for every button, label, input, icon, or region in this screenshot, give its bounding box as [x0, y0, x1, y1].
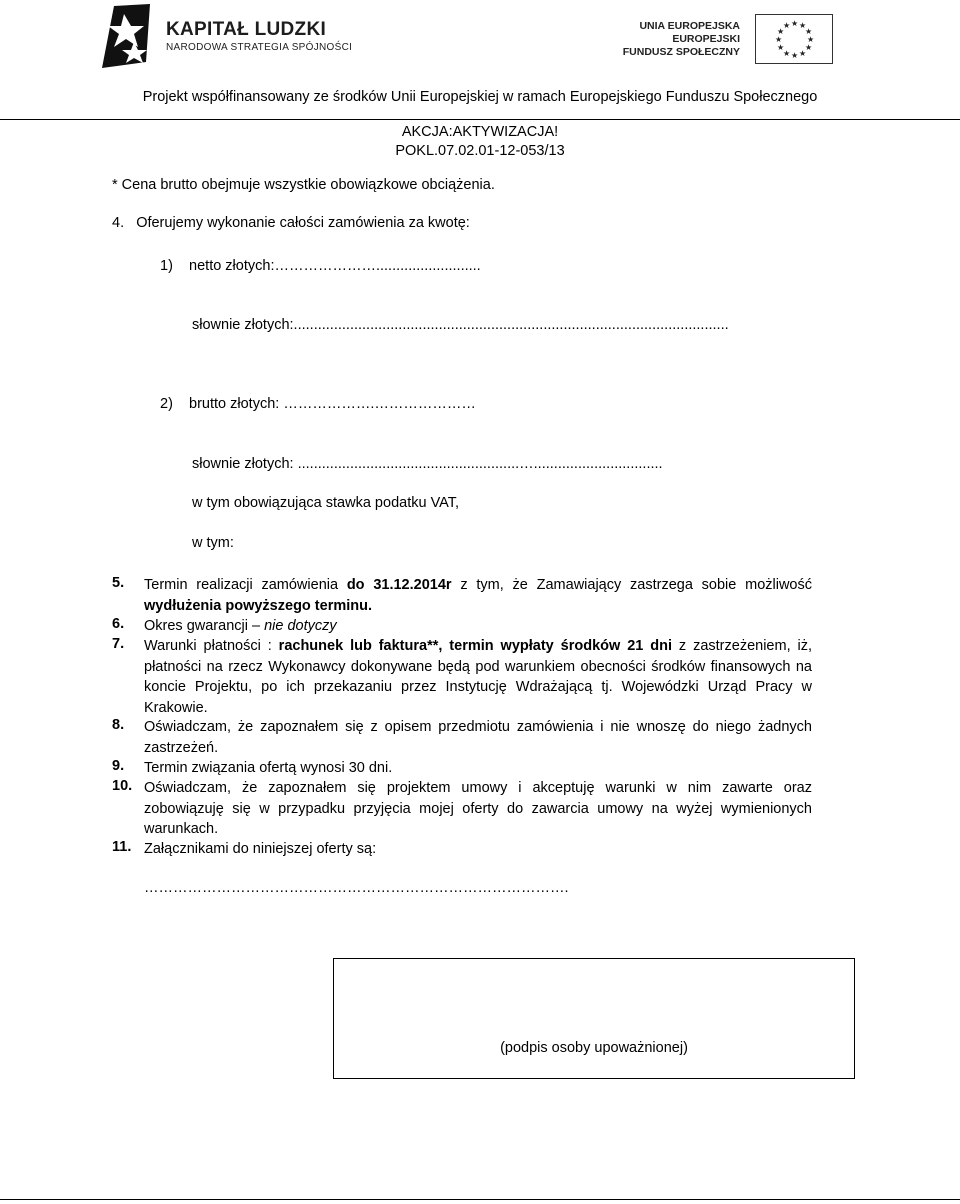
gross-words-line — [192, 456, 663, 472]
svg-text:★: ★ — [791, 51, 799, 60]
vat-of-line: w tym: — [192, 535, 234, 551]
item-6-number: 6. — [112, 616, 125, 632]
item-7-number: 7. — [112, 636, 125, 652]
gross-amount-dots: ……………….………………… — [283, 396, 476, 412]
item-8-text: Oświadczam, że zapoznałem się z opisem przedmiotu zamówienia i nie wnoszę do niego żadnych zastrzeżeń. — [144, 719, 812, 756]
item-11-text: Załącznikami do niniejszej oferty są: — [144, 841, 377, 857]
net-words-label: słownie złotych: — [192, 317, 294, 333]
net-amount-label: netto złotych: — [189, 258, 275, 274]
item-8-number: 8. — [112, 717, 125, 733]
gross-words-label: słownie złotych: — [192, 456, 294, 472]
item-5-text — [144, 575, 812, 616]
eu-logo-line1: UNIA EUROPEJSKA — [639, 20, 740, 32]
item-7-post: z zastrzeżeniem, iż, płatności na rzecz Wykonawcy dokonywane będą pod warunkiem obecności środków finansowych na koncie Projektu, po ich przekazaniu przez Instytucję Wdrażającą tj. Wojewódzki Urząd Pracy w Krakowie. — [144, 638, 813, 716]
kapital-ludzki-emblem-icon — [100, 4, 160, 70]
gross-price-note: * Cena brutto obejmuje wszystkie obowiązkowe obciążenia. — [112, 177, 495, 193]
eu-stars-icon — [756, 15, 831, 62]
item-5-pre: Termin realizacji zamówienia — [144, 577, 347, 593]
svg-text:★: ★ — [775, 35, 783, 44]
project-action — [0, 123, 960, 161]
signature-label: (podpis osoby upoważnionej) — [500, 1040, 688, 1056]
net-words-dots: ............................................................................................................ — [293, 317, 729, 333]
svg-text:★: ★ — [777, 27, 785, 36]
eu-flag-icon — [755, 14, 833, 64]
footer-divider — [0, 1199, 960, 1200]
net-words-line — [192, 317, 729, 333]
item-4 — [112, 215, 470, 231]
item-10-text: Oświadczam, że zapoznałem się projektem umowy i akceptuję warunki w nim zawarte oraz zobowiązuję się w przypadku przyjęcia mojej oferty do zawarcia umowy na wyżej wymienionych warunkach. — [144, 780, 812, 837]
gross-amount-line — [160, 396, 476, 412]
action-line: AKCJA:AKTYWIZACJA! — [401, 124, 559, 140]
item-7-bold: rachunek lub faktura**, termin wypłaty środków 21 dni — [278, 638, 672, 654]
item-5-deadline: do 31.12.2014r — [346, 577, 452, 593]
svg-text:★: ★ — [783, 21, 791, 30]
attachments-dots: ……………………………………………………………………………. — [144, 880, 569, 896]
svg-text:★: ★ — [791, 19, 799, 28]
item-9-text: Termin związania ofertą wynosi 30 dni. — [144, 760, 393, 776]
net-amount-dots: ………………….......................... — [274, 258, 481, 274]
item-4-number: 4. — [112, 215, 125, 231]
item-9-number: 9. — [112, 758, 125, 774]
item-7-pre: Warunki płatności : — [144, 638, 279, 654]
sub-2-number: 2) — [160, 396, 173, 412]
header-divider — [0, 119, 960, 120]
signature-box — [333, 958, 855, 1079]
gross-words-dots: .......................................................…................................ — [297, 456, 663, 472]
eu-logo-line2: EUROPEJSKI — [672, 33, 740, 45]
item-6-label: Okres gwarancji – — [144, 618, 265, 634]
project-reference: POKL.07.02.01-12-053/13 — [395, 143, 565, 159]
item-10-number: 10. — [112, 778, 133, 794]
item-6-text — [144, 616, 812, 637]
svg-text:★: ★ — [783, 49, 791, 58]
kapital-ludzki-title: KAPITAŁ LUDZKI — [166, 19, 327, 40]
svg-text:★: ★ — [799, 49, 807, 58]
net-amount-line — [160, 258, 481, 274]
svg-text:★: ★ — [805, 43, 813, 52]
svg-text:★: ★ — [807, 35, 815, 44]
eu-logo-line3: FUNDUSZ SPOŁECZNY — [622, 46, 740, 58]
item-7-text — [144, 636, 812, 718]
project-cofinancing-line: Projekt współfinansowany ze środków Unii Europejskiej w ramach Europejskiego Funduszu Społecznego — [142, 89, 818, 105]
item-6-value: nie dotyczy — [264, 618, 337, 634]
eu-logo-text — [623, 20, 740, 59]
svg-text:★: ★ — [777, 43, 785, 52]
svg-text:★: ★ — [805, 27, 813, 36]
item-5-number: 5. — [112, 575, 125, 591]
sub-1-number: 1) — [160, 258, 173, 274]
kapital-ludzki-subtitle: NARODOWA STRATEGIA SPÓJNOŚCI — [166, 42, 353, 53]
item-5-mid: z tym, że Zamawiający zastrzega sobie możliwość — [451, 577, 812, 593]
item-11-number: 11. — [112, 839, 132, 855]
vat-rate-line: w tym obowiązująca stawka podatku VAT, — [192, 495, 460, 511]
item-5-extension: wydłużenia powyższego terminu. — [144, 597, 373, 614]
svg-text:★: ★ — [799, 21, 807, 30]
gross-amount-label: brutto złotych: — [189, 396, 280, 412]
item-4-text: Oferujemy wykonanie całości zamówienia za kwotę: — [136, 215, 470, 231]
